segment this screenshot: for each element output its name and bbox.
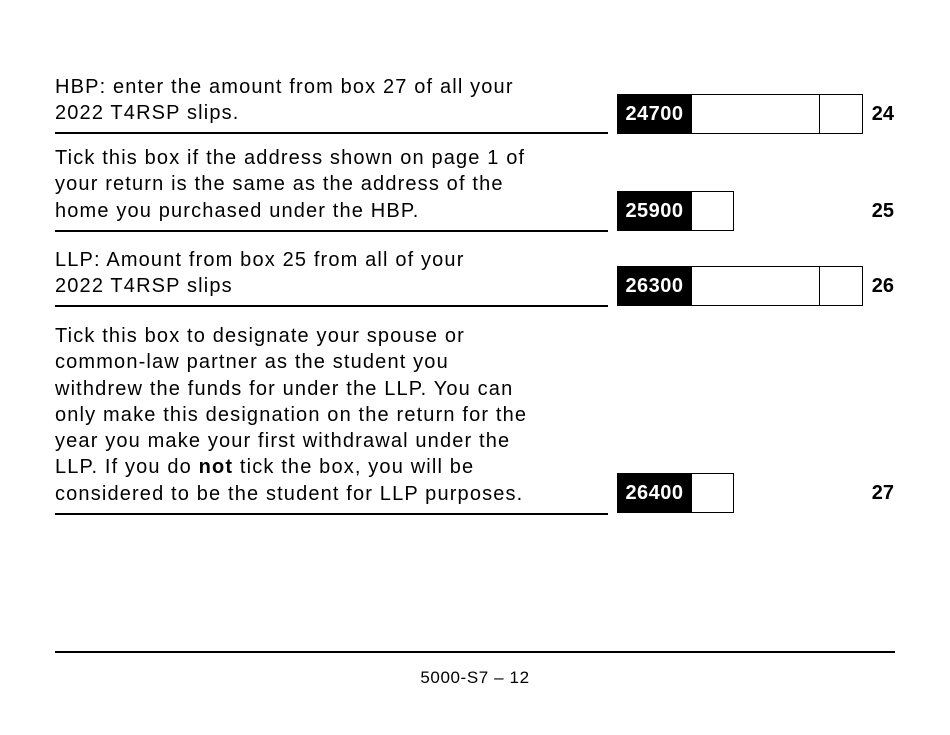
- emphasis-not: not: [198, 456, 234, 479]
- text-line: 2022 T4RSP slips: [55, 275, 233, 298]
- line-25-description: [55, 145, 608, 232]
- field-24700: [617, 94, 863, 134]
- box-code: 25900: [617, 191, 692, 231]
- tick-checkbox[interactable]: [692, 473, 734, 513]
- footer-divider: [55, 651, 895, 653]
- line-number: 24: [871, 103, 894, 125]
- line-24-description: [55, 74, 608, 134]
- box-code: 24700: [617, 94, 692, 134]
- text-line: 2022 T4RSP slips.: [55, 102, 240, 125]
- line-27-description: [55, 323, 608, 515]
- form-id: 5000-S7 – 12: [420, 668, 530, 687]
- field-26400: [617, 473, 734, 513]
- field-25900: [617, 191, 734, 231]
- amount-field: [692, 94, 863, 134]
- text-line: [55, 454, 608, 480]
- text-line: home you purchased under the HBP.: [55, 199, 420, 222]
- line-number: 26: [871, 275, 894, 297]
- text-line: only make this designation on the return for the: [55, 403, 528, 426]
- text-fragment: LLP. If you do: [55, 456, 199, 479]
- text-line: year you make your first withdrawal under the: [55, 430, 511, 453]
- text-line: HBP: enter the amount from box 27 of all your: [55, 76, 514, 98]
- box-code: 26400: [617, 473, 692, 513]
- text-line: Tick this box to designate your spouse or: [55, 325, 465, 347]
- text-line: your return is the same as the address of the: [55, 173, 504, 196]
- amount-field: [692, 266, 863, 306]
- dollars-input[interactable]: [692, 267, 820, 305]
- cents-input[interactable]: [820, 267, 862, 305]
- text-line: common-law partner as the student you: [55, 351, 449, 374]
- line-26-description: [55, 247, 608, 307]
- line-number: 27: [871, 482, 894, 504]
- text-line: considered to be the student for LLP purposes.: [55, 482, 524, 505]
- cents-input[interactable]: [820, 95, 862, 133]
- tick-checkbox[interactable]: [692, 191, 734, 231]
- text-line: withdrew the funds for under the LLP. You can: [55, 377, 514, 400]
- field-26300: [617, 266, 863, 306]
- text-line: Tick this box if the address shown on page 1 of: [55, 147, 526, 169]
- dollars-input[interactable]: [692, 95, 820, 133]
- text-fragment: tick the box, you will be: [233, 456, 475, 479]
- text-line: LLP: Amount from box 25 from all of your: [55, 249, 465, 271]
- box-code: 26300: [617, 266, 692, 306]
- line-number: 25: [871, 200, 894, 222]
